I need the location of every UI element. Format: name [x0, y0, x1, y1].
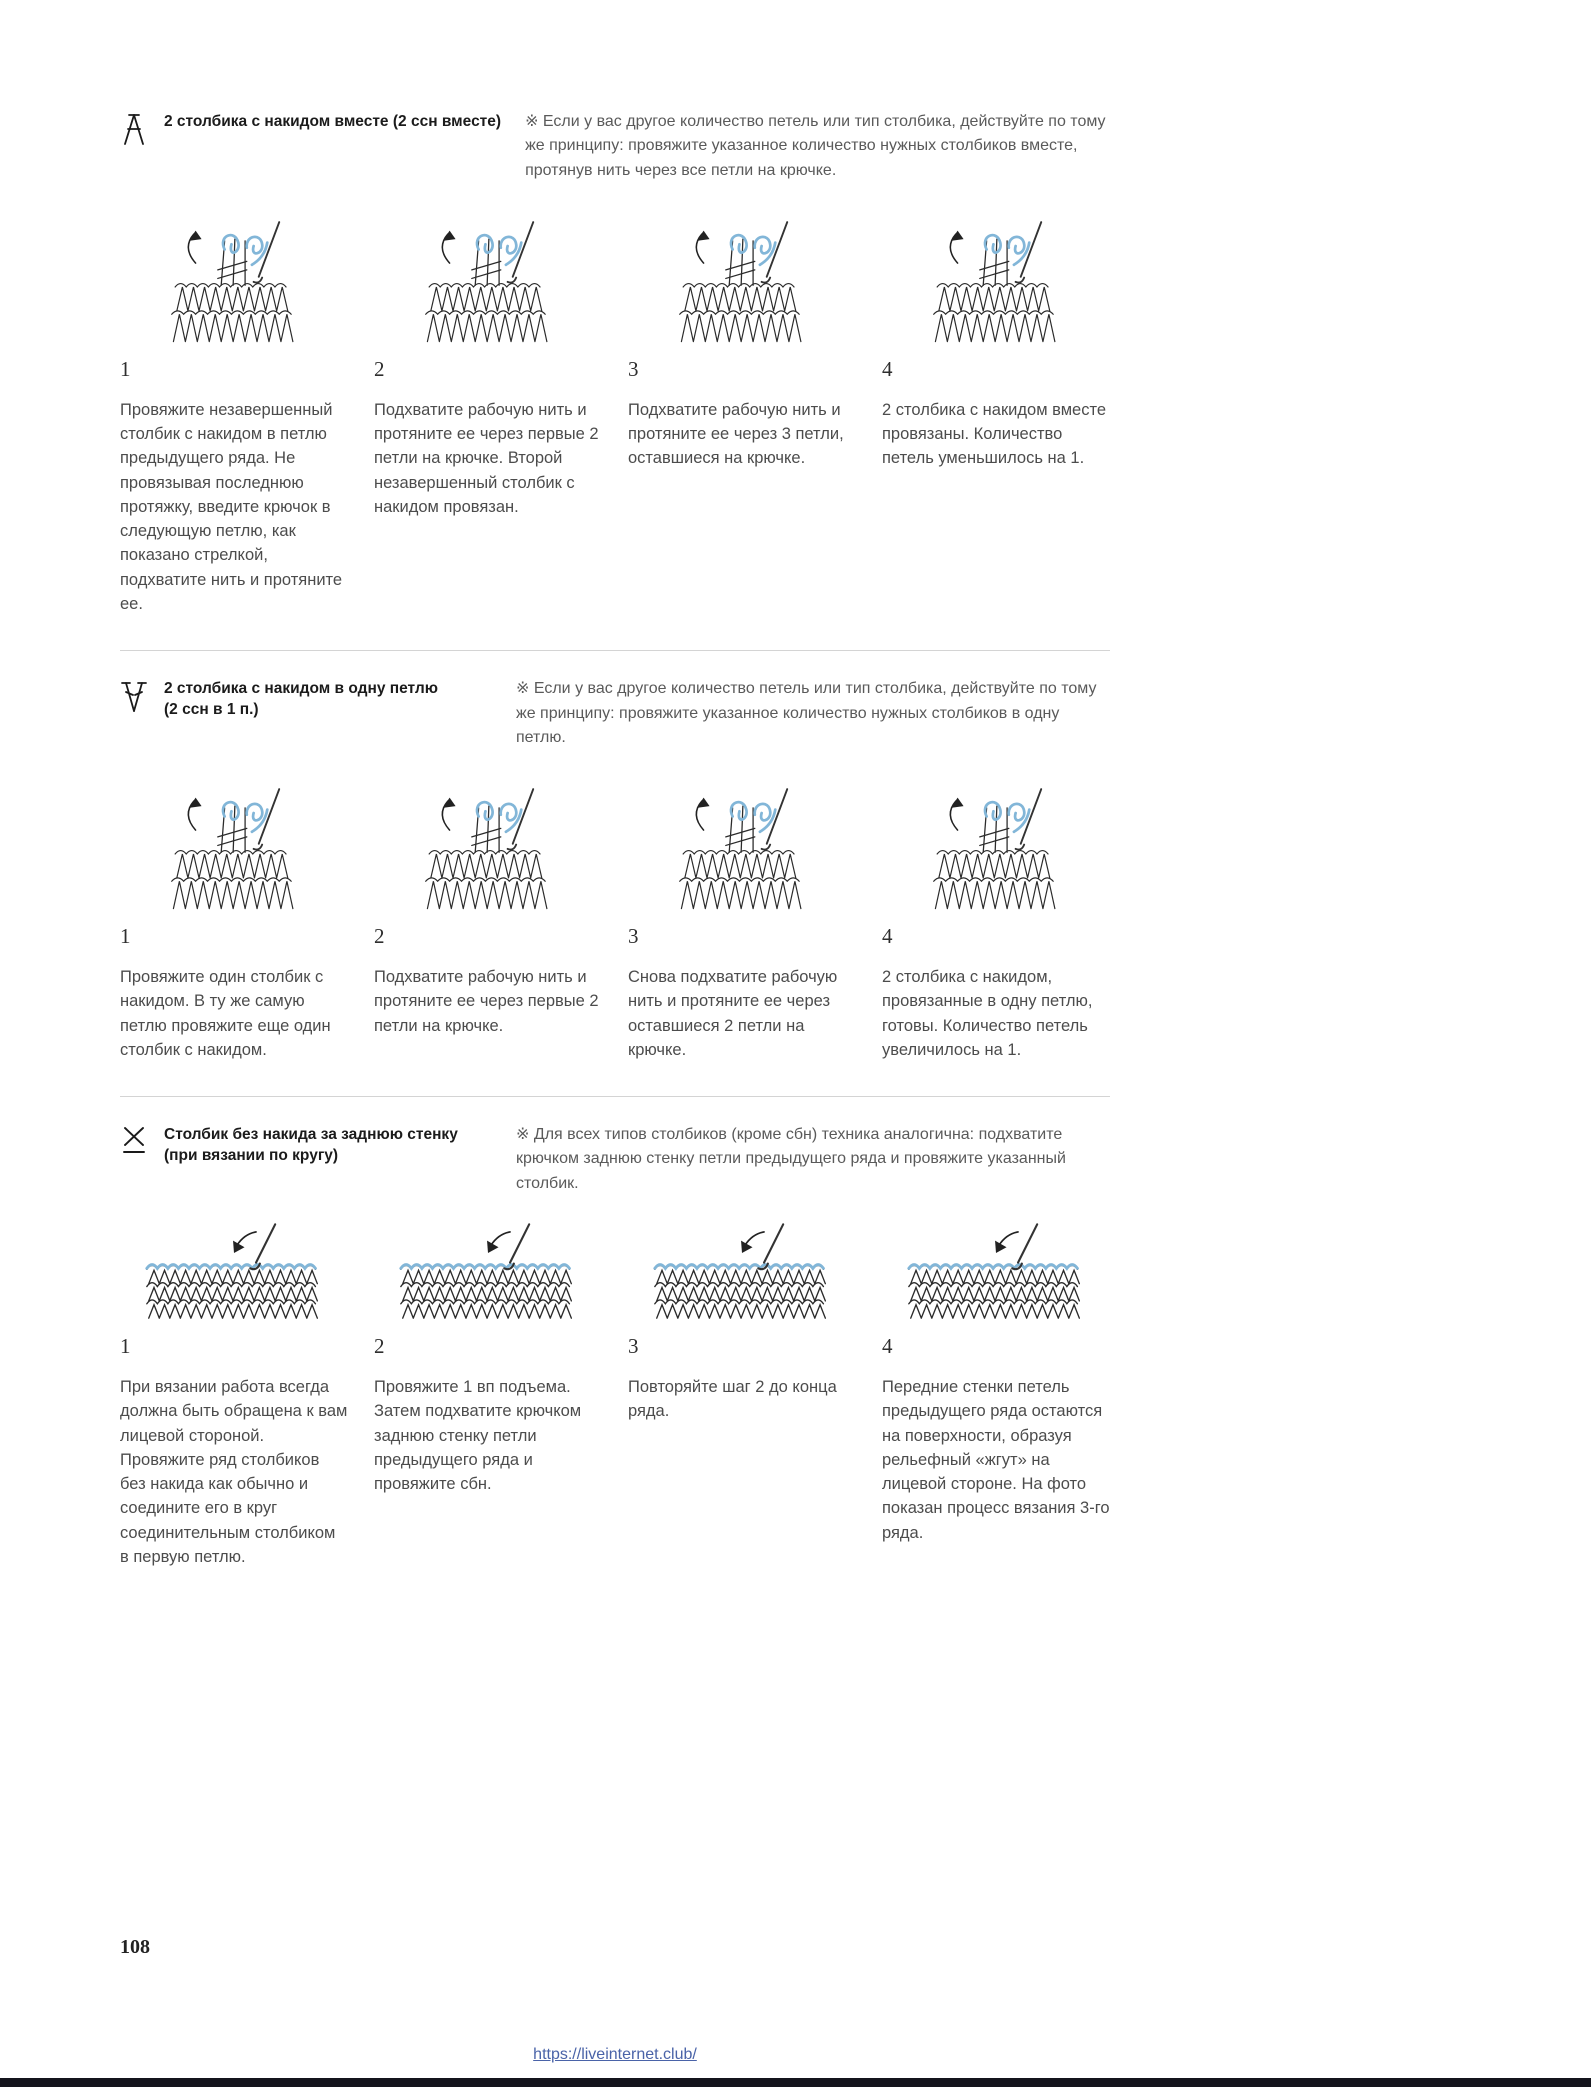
step-caption: 2 столбика с накидом, провязанные в одну петлю, готовы. Количество петель увеличилось на 1. [882, 968, 1093, 1059]
crochet-step-diagram [120, 760, 348, 912]
crochet-step-diagram [628, 193, 856, 345]
step [882, 193, 1110, 616]
section-sc-back-loop [120, 1123, 1110, 1569]
step [374, 760, 602, 1062]
section-title-block [120, 1123, 492, 1167]
crochet-step-diagram [120, 193, 348, 345]
step [120, 193, 348, 616]
section-divider [120, 1096, 1110, 1097]
section-header [120, 1123, 1110, 1196]
step-caption: Подхватите рабочую нить и протяните ее через первые 2 петли на крючке. Второй незавершенный столбик с накидом провязан. [374, 400, 599, 516]
step-caption: Провяжите незавершенный столбик с накидом в петлю предыдущего ряда. Не провязывая последнюю протяжку, введите крючок в следующую петлю, как показано стрелкой, подхватите нить и протяните ее. [120, 400, 343, 613]
step-number: 2 [374, 1334, 385, 1359]
step [374, 193, 602, 616]
footer-url-wrap [120, 2046, 1110, 2064]
step-caption: Подхватите рабочую нить и протяните ее через первые 2 петли на крючке. [374, 968, 599, 1035]
step [628, 193, 856, 616]
section-divider [120, 650, 1110, 651]
step-number: 3 [628, 356, 639, 381]
steps-row [120, 193, 1110, 616]
step-number: 1 [120, 1334, 131, 1359]
crochet-step-diagram [374, 760, 602, 912]
crochet-step-diagram [374, 1206, 602, 1322]
step-caption: 2 столбика с накидом вместе провязаны. Количество петель уменьшилось на 1. [882, 400, 1107, 468]
page-number: 108 [120, 1936, 150, 1958]
section-note: ※ Для всех типов столбиков (кроме сбн) техника аналогична: подхватите крючком заднюю стенку петли предыдущего ряда и провяжите указанный столбик. [516, 1126, 1066, 1192]
step-number: 1 [120, 356, 131, 381]
section-title-block [120, 677, 492, 721]
step-number: 3 [628, 1334, 639, 1359]
dc2tog-symbol-icon [120, 110, 150, 147]
2dc-in-one-symbol-icon [120, 677, 150, 714]
section-title: Столбик без накида за заднюю стенку [164, 1126, 458, 1144]
step-number: 2 [374, 924, 385, 949]
step [628, 1206, 856, 1569]
steps-row [120, 760, 1110, 1062]
step [882, 1206, 1110, 1569]
step [120, 760, 348, 1062]
step [628, 760, 856, 1062]
page-content [120, 110, 1110, 1569]
crochet-step-diagram [374, 193, 602, 345]
footer-url-link[interactable]: https://liveinternet.club/ [533, 2046, 697, 2063]
crochet-step-diagram [120, 1206, 348, 1322]
step-number: 4 [882, 924, 893, 949]
crochet-step-diagram [882, 1206, 1110, 1322]
step-caption: Провяжите 1 вп подъема. Затем подхватите крючком заднюю стенку петли предыдущего ряда и провяжите сбн. [374, 1378, 582, 1494]
page-edge-bar [0, 2078, 1591, 2087]
section-subtitle: (при вязании по кругу) [164, 1147, 339, 1165]
step-caption: Провяжите один столбик с накидом. В ту же самую петлю провяжите еще один столбик с накидом. [120, 968, 331, 1059]
section-title: 2 столбика с накидом в одну петлю [164, 680, 438, 698]
step [882, 760, 1110, 1062]
section-title: 2 столбика с накидом вместе (2 ссн вместе) [164, 113, 502, 130]
section-note: ※ Если у вас другое количество петель или тип столбика, действуйте по тому же принципу: провяжите указанное количество нужных столбиков в одну петлю. [516, 680, 1097, 746]
sc-back-loop-symbol-icon [120, 1123, 150, 1160]
crochet-step-diagram [882, 760, 1110, 912]
section-header [120, 110, 1110, 183]
step-number: 1 [120, 924, 131, 949]
section-subtitle: (2 ссн в 1 п.) [164, 701, 259, 719]
steps-row [120, 1206, 1110, 1569]
section-note: ※ Если у вас другое количество петель или тип столбика, действуйте по тому же принципу: провяжите указанное количество нужных столбиков вместе, протянув нить через все петли на крючке. [525, 113, 1106, 179]
step [374, 1206, 602, 1569]
step-caption: Снова подхватите рабочую нить и протяните ее через оставшиеся 2 петли на крючке. [628, 968, 838, 1059]
step-number: 2 [374, 356, 385, 381]
section-2dc-in-one-stitch [120, 677, 1110, 1062]
crochet-step-diagram [628, 1206, 856, 1322]
step-caption: Повторяйте шаг 2 до конца ряда. [628, 1378, 837, 1421]
step-caption: Подхватите рабочую нить и протяните ее через 3 петли, оставшиеся на крючке. [628, 400, 844, 468]
section-title-block [120, 110, 501, 147]
step-number: 3 [628, 924, 639, 949]
crochet-step-diagram [628, 760, 856, 912]
section-2dc-together [120, 110, 1110, 616]
step-number: 4 [882, 1334, 893, 1359]
step-caption: Передние стенки петель предыдущего ряда остаются на поверхности, образуя рельефный «жгут» на лицевой стороне. На фото показан процесс вязания 3-го ряда. [882, 1378, 1110, 1542]
crochet-step-diagram [882, 193, 1110, 345]
section-header [120, 677, 1110, 750]
step [120, 1206, 348, 1569]
step-caption: При вязании работа всегда должна быть обращена к вам лицевой стороной. Провяжите ряд столбиков без накида как обычно и соедините его в круг соединительным столбиком в первую петлю. [120, 1378, 348, 1566]
step-number: 4 [882, 356, 893, 381]
